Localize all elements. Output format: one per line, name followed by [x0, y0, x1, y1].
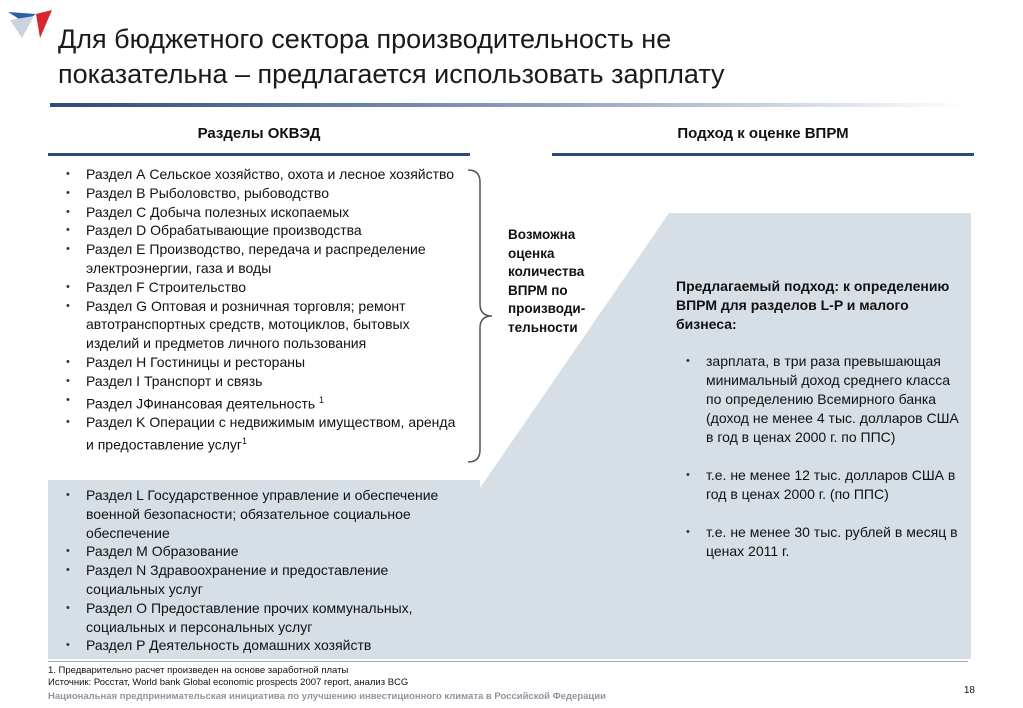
list-item: • т.е. не менее 12 тыс. долларов США в год в ценах 2000 г. (по ППС): [684, 466, 966, 504]
title-line-2: показательна – предлагается использовать зарплату: [58, 59, 725, 89]
list-item: • Раздел JФинансовая деятельность $^1$: [64, 391, 464, 413]
page-number: 18: [963, 685, 975, 696]
title-line-1: Для бюджетного сектора производительность не: [58, 24, 672, 54]
list-item: • Раздел L Государственное управление и обеспечение военной безопасности; обязательное социальное обеспечение: [64, 486, 464, 542]
list-item: • Раздел M Образование: [64, 542, 464, 561]
list-item: • Раздел C Добыча полезных ископаемых: [64, 203, 464, 222]
list-item: • Раздел E Производство, передача и распределение электроэнергии, газа и воды: [64, 240, 464, 278]
organization-name: Национальная предпринимательская инициатива по улучшению инвестиционного климата в Российской Федерации: [48, 691, 606, 702]
proposal-title: Предлагаемый подход: к определению ВПРМ для разделов L-P и малого бизнеса:: [676, 278, 950, 332]
sections-list-budget: [64, 486, 464, 655]
list-item: • зарплата, в три раза превышающая минимальный доход среднего класса по определению Всемирного банка (доход не менее 4 тыс. долларов США в год в ценах 2000 г. по ППС): [684, 352, 966, 447]
vprm-approach-header: Подход к оценке ВПРМ: [677, 125, 849, 142]
list-item: • Раздел F Строительство: [64, 278, 464, 297]
list-item: • Раздел А Сельское хозяйство, охота и лесное хозяйство: [64, 165, 464, 184]
list-item: • Раздел P Деятельность домашних хозяйств: [64, 636, 464, 655]
footer-divider: [48, 661, 968, 662]
list-item: • Раздел O Предоставление прочих коммунальных, социальных и персональных услуг: [64, 599, 464, 637]
footnotes: [48, 665, 408, 688]
sections-list-productivity: [64, 165, 464, 454]
list-item: • Раздел I Транспорт и связь: [64, 372, 464, 391]
list-item: • Раздел G Оптовая и розничная торговля; ремонт автотранспортных средств, мотоциклов, бытовых изделий и предметов личного пользования: [64, 297, 464, 353]
list-item: • Раздел D Обрабатывающие производства: [64, 221, 464, 240]
proposal-list: [684, 352, 966, 580]
footnote-1: 1. Предварительно расчет произведен на основе заработной платы: [48, 665, 349, 676]
source-note: Источник: Росстат, World bank Global economic prospects 2007 report, анализ BCG: [48, 676, 409, 688]
footnote-marker: 1: [241, 435, 247, 446]
okved-sections-header: Разделы ОКВЭД: [197, 125, 321, 142]
footnote-marker: 1: [319, 394, 325, 405]
right-header-rule: [552, 153, 974, 156]
list-item: • Раздел B Рыболовство, рыбоводство: [64, 184, 464, 203]
list-item: • Раздел N Здравоохранение и предоставление социальных услуг: [64, 561, 464, 599]
curly-brace-icon: [466, 168, 494, 464]
list-item: • Раздел H Гостиницы и рестораны: [64, 353, 464, 372]
left-header-rule: [48, 153, 470, 156]
productivity-estimate-note: Возможна оценка количества ВПРМ по производи-тельности: [508, 227, 586, 335]
list-item: • т.е. не менее 30 тыс. рублей в месяц в ценах 2011 г.: [684, 523, 966, 561]
list-item: • Раздел K Операции с недвижимым имуществом, аренда и предоставление услуг$^1$: [64, 413, 464, 454]
